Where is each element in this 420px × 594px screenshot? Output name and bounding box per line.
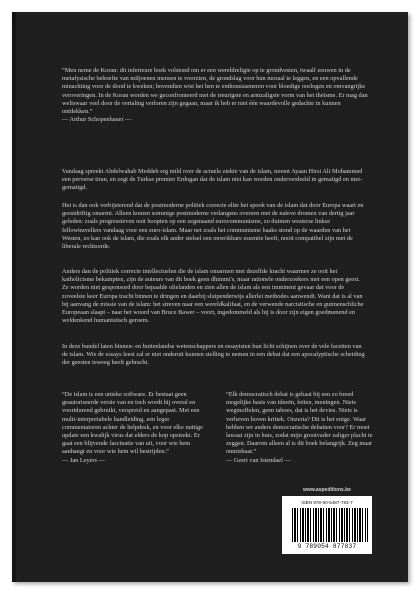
blurb-left-text: “De islam is een unieke software. Er bestaat geen geautoriseerde versie van en toch wordt hij overal en voortdurend gebruikt, verspreid en aangepast. Met een multi-interpretabele handleiding, een leger commentatoren achter de helpdesk, en voor elke nuttige update een kwalijk virus dat elders de kop opsteekt. Er gaat een blijvende fascinatie van uit, voor wie hem aanhangt en voor wie hem wil bestrijden.” xyxy=(62,391,203,456)
publisher-url: www.aspeditions.be xyxy=(303,487,351,493)
blurb-quote-left xyxy=(62,391,210,465)
isbn-label: ISBN 978-90-5487-783-7 xyxy=(301,500,353,505)
paragraph-2-text: Het is dan ook verbijsterend dat de postmoderne politiek correcte elite het spook van de islam dat door Europa waart en geestdriftig omarmt. Alleen komen sommige postmoderne verlangens overeen met de naïeve dromen van dertig jaar geleden: zoals progressieven ooit hoopten op een zegenaand eurocommunisme, zo duimen westerse linkse fellowtravellers vandaag voor een euro-islam. Maar net zoals het communisme haaks stond op de waarden van het Westen, zo kan ook de islam, die zoals elk ander stelsel een onwrikbare essentie heeft, nooit compatibel zijn met de liberale rechtsorde. xyxy=(62,202,364,251)
intro-text: Vandaag spreekt Abdelwahab Meddeb erg mild over de actuele ziekte van de islam, noemt Ayaan Hirsi Ali Mohammed een perverse tiran, en zegt de Turkse premier Erdogan dat de islam niet kan worden onderverdeeld in gematigd en niet-gematigd. xyxy=(62,168,363,192)
book-back-cover xyxy=(12,12,408,582)
blurb-right-attribution: — Geert van Istendael — xyxy=(226,456,291,464)
blurb-right-text: “Elk democratisch debat is gebaat bij een zo breed mogelijke basis van ideeën, feiten, meningen. Niets wegmoffelen, geen taboes, dat is het devies. Niets is verheven boven kritiek. Onzeria? Dit is het enige. Waar hebben we anders democratische debatten voor? Er moet lawaai zijn in huis, zodat mijn grootvader zaliger placht te zeggen. Daarom alleen al is dit boek belangrijk. Zeg maar onmisbaar.” xyxy=(226,391,373,456)
epigraph-quote xyxy=(62,67,368,124)
body-paragraph-3 xyxy=(62,268,368,325)
barcode-digits: 9 789054 877837 xyxy=(297,543,357,550)
barcode-bars xyxy=(292,508,368,542)
body-paragraph-4 xyxy=(62,343,368,368)
paragraph-3-text: Anders dan de politiek correcte intellectuelen die de islam omarmen met dezelfde kracht waarmee ze ooit het katholicisme bekampten, zijn de auteurs van dit boek geen dhimmi's, maar rationele onderzoekers met een open geest. Ze worden niet gesponsord door bepaalde olielanden en zien allen de islam als een imminent gevaar dat voor de zoveelste keer Europa tracht binnen te dringen en daarbij sluipenderwijs allerlei methodes aanwendt. Want dat is al van bij aanvang de missie van de islam: het streven naar een wereldkalifaat, en de verwende narcistische en gutmenschliche Europeaan slaapt – naar het woord van Bruce Bawer – voort, ingedommeld als hij is door zijn eigen goedmenend en weldenkend humanistisch geroem. xyxy=(62,268,364,325)
epigraph-attribution: — Arthur Schopenhauer — xyxy=(62,116,132,124)
body-paragraph-2 xyxy=(62,202,368,251)
epigraph-text: “Men neme de Koran: dit inferieure boek volstond om er een wereldreligie op te grondvesten, twaalf eeuwen in de metafysische behoefte van miljoenen mensen te voorzien, de grondslag voor hun moraal te leggen, en een opvallende minachting voor de dood te kweken; bovendien wist het hen te enthousiasmeren voor bloedige oorlogen en omvangrijke veroveringen. In de Koran worden we geconfronteerd met de treurigste en armzaligste vorm van het theïsme. Er mag dan weliswaar veel door de vertaling verloren zijn gegaan, maar ik heb er niet één waardevolle gedachte in kunnen ontdekken.” xyxy=(62,67,368,116)
paragraph-4-text: In deze bundel laten binnen- en buitenlandse wetenschappers en essayisten hun licht schijnen over de vele facetten van de islam. Wie de essays leest zal er niet onderuit kunnen stelling te nemen in een debat dat een apocalyptische scheiding der geesten teweeg heeft gebracht. xyxy=(62,343,365,367)
isbn-barcode xyxy=(282,496,372,554)
blurb-left-attribution: — Jan Leyers — xyxy=(62,456,105,464)
blurb-quote-right xyxy=(226,391,374,465)
intro-paragraph xyxy=(62,168,368,193)
